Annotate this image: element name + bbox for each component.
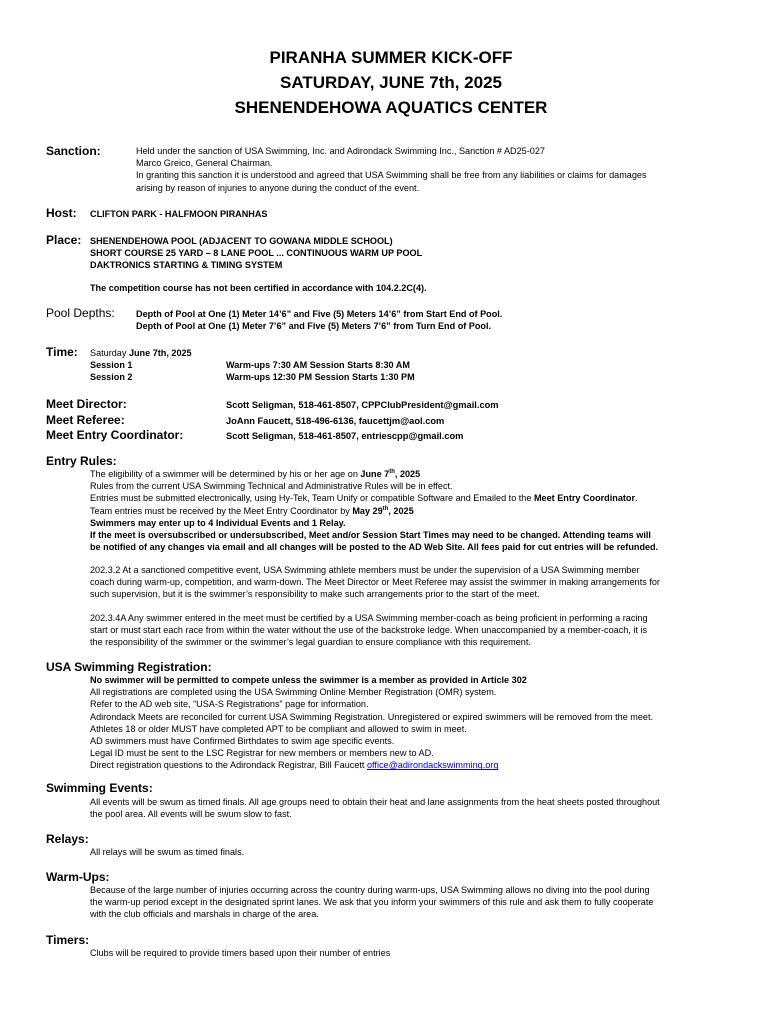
rule-line: start or must start each race from within the water without the use of the backstroke ledge. When unaccompanied by a member-coach, it is <box>90 625 648 636</box>
registration-bold-line: No swimmer will be permitted to compete unless the swimmer is a member as provided in Article 302 <box>90 675 527 685</box>
registration-line: Legal ID must be sent to the LSC Registrar for new members or members new to AD. <box>90 748 434 759</box>
entry-rule-text: Entries must be submitted electronically, using Hy-Tek, Team Unify or compatible Software and Emailed to the <box>90 493 534 504</box>
place-line: SHORT COURSE 25 YARD – 8 LANE POOL ... CONTINUOUS WARM UP POOL <box>90 248 423 259</box>
registrar-email-link[interactable]: office@adirondackswimming.org <box>367 760 499 771</box>
entry-rule-year: , 2025 <box>394 469 421 479</box>
official-role: Meet Entry Coordinator: <box>46 428 184 442</box>
warmups-line: with the club officials and marshals in charge of the area. <box>90 909 319 920</box>
sanction-label: Sanction: <box>46 144 101 158</box>
warmups-heading: Warm-Ups: <box>46 870 110 884</box>
entry-rules-text <box>90 468 766 553</box>
registration-line: Direct registration questions to the Adirondack Registrar, Bill Faucett <box>90 760 367 771</box>
registration-line: Athletes 18 or older MUST have completed APT to be compliant and allowed to swim in meet. <box>90 723 467 734</box>
entry-rule-sup: th <box>389 468 395 475</box>
entry-rule-text: . <box>635 493 638 504</box>
time-day: June 7th, 2025 <box>128 348 192 358</box>
session-name: Session 2 <box>90 372 133 383</box>
time-text <box>90 347 766 384</box>
time-day-prefix: Saturday <box>90 348 129 358</box>
timers-heading: Timers: <box>46 933 90 947</box>
registration-line: Adirondack Meets are reconciled for current USA Swimming Registration. Unregistered or expired swimmers will be removed from the meet. <box>90 711 654 722</box>
registration-line: Refer to the AD web site, “USA-S Registrations” page for information. <box>90 699 369 710</box>
session-detail: Warm-ups 7:30 AM Session Starts 8:30 AM <box>226 360 410 371</box>
place-label: Place: <box>46 233 82 247</box>
relays-text: All relays will be swum as timed finals. <box>90 847 245 857</box>
entry-rules-heading: Entry Rules: <box>46 454 117 468</box>
session-name: Session 1 <box>90 360 133 371</box>
title-line-2: SATURDAY, JUNE 7th, 2025 <box>279 73 503 92</box>
host-value: CLIFTON PARK - HALFMOON PIRANHAS <box>90 209 268 219</box>
relays-heading: Relays: <box>46 832 89 846</box>
entry-rule-year: , 2025 <box>388 505 414 516</box>
swimming-events-line: the pool area. All events will be swum slow to fast. <box>90 809 292 820</box>
swimming-events-text <box>90 796 766 820</box>
rule-line: coach during warm-up, competition, and warm-down. The Meet Director or Meet Referee may assist the swimmer in making arrangements for <box>90 577 660 588</box>
pool-depths-label: Pool Depths: <box>46 306 115 320</box>
warmups-line: the warm-up period except in the designated sprint lanes. We ask that you inform your swimmers of this rule and ask them to fully cooperate <box>90 897 654 908</box>
official-value: Scott Seligman, 518-461-8507, CPPClubPresident@gmail.com <box>226 400 499 410</box>
place-text <box>90 235 766 272</box>
entry-rule-text: Team entries must be received by the Meet Entry Coordinator by <box>90 505 353 516</box>
official-role: Meet Director: <box>46 397 127 411</box>
swimming-events-line: All events will be swum as timed finals. All age groups need to obtain their heat and lane assignments from the heat sheets posted throughout <box>90 797 660 807</box>
warmups-line: Because of the large number of injuries occurring across the country during warm-ups, USA Swimming allows no diving into the pool during <box>90 885 650 895</box>
rule-202-3-2 <box>90 564 766 601</box>
timers-text: Clubs will be required to provide timers based upon their number of entries <box>90 948 391 958</box>
registration-text <box>90 674 766 772</box>
entry-rule-line: If the meet is oversubscribed or undersubscribed, Meet and/or Session Start Times may need to be changed. Attending teams will <box>90 530 651 541</box>
entry-rule-date: June 7 <box>360 469 390 479</box>
title-line-1: PIRANHA SUMMER KICK-OFF <box>269 48 513 67</box>
pool-depth-line: Depth of Pool at One (1) Meter 14’6” and Five (5) Meters 14’6” from Start End of Pool. <box>136 309 503 319</box>
sanction-text <box>136 145 770 194</box>
session-detail: Warm-ups 12:30 PM Session Starts 1:30 PM <box>226 372 415 383</box>
rule-202-3-4a <box>90 612 766 649</box>
official-role: Meet Referee: <box>46 413 125 427</box>
registration-line: AD swimmers must have Confirmed Birthdates to swim age specific events. <box>90 736 395 747</box>
sanction-line: In granting this sanction it is understood and agreed that USA Swimming shall be free from any liabilities or claims for damages <box>136 170 647 181</box>
sanction-line: Held under the sanction of USA Swimming, Inc. and Adirondack Swimming Inc., Sanction # AD25-027 <box>136 146 545 156</box>
sanction-line: Marco Greico, General Chairman. <box>136 158 273 169</box>
entry-rule-date: May 29 <box>352 505 383 516</box>
rule-line: the responsibility of the swimmer or the swimmer’s legal guardian to ensure compliance with this requirement. <box>90 637 531 648</box>
entry-rule-text: The eligibility of a swimmer will be determined by his or her age on <box>90 469 361 479</box>
title-line-3: SHENENDEHOWA AQUATICS CENTER <box>234 98 548 117</box>
registration-line: All registrations are completed using the USA Swimming Online Member Registration (OMR) system. <box>90 687 497 698</box>
warmups-text <box>90 884 766 921</box>
pool-depths-text <box>136 308 770 332</box>
place-line: SHENENDEHOWA POOL (ADJACENT TO GOWANA MIDDLE SCHOOL) <box>90 236 393 246</box>
entry-rule-line: be notified of any changes via email and all changes will be posted to the AD Web Site. All fees paid for cut entries will be refunded. <box>90 542 659 553</box>
time-label: Time: <box>46 345 78 359</box>
rule-line: 202.3.2 At a sanctioned competitive event, USA Swimming athlete members must be under the supervision of a USA Swimming member <box>90 565 640 575</box>
entry-rule-line: Rules from the current USA Swimming Technical and Administrative Rules will be in effect. <box>90 481 453 492</box>
title-block <box>46 45 736 120</box>
entry-rule-sup: th <box>382 505 389 512</box>
certification-note: The competition course has not been certified in accordance with 104.2.2C(4). <box>90 283 427 293</box>
entry-rule-bold: Meet Entry Coordinator <box>533 493 636 504</box>
registration-heading: USA Swimming Registration: <box>46 660 212 674</box>
swimming-events-heading: Swimming Events: <box>46 781 153 795</box>
sanction-line: arising by reason of injuries to anyone during the conduct of the event. <box>136 182 420 193</box>
rule-line: 202.3.4A Any swimmer entered in the meet must be certified by a USA Swimming member-coach as being proficient in performing a racing <box>90 613 648 623</box>
rule-line: such supervision, but it is the swimmer’s responsibility to make such arrangements prior to the start of the meet. <box>90 589 540 600</box>
place-line: DAKTRONICS STARTING & TIMING SYSTEM <box>90 260 283 271</box>
entry-rule-line: Swimmers may enter up to 4 Individual Events and 1 Relay. <box>90 517 346 528</box>
host-label: Host: <box>46 206 77 220</box>
official-value: JoAnn Faucett, 518-496-6136, faucettjm@aol.com <box>226 416 445 426</box>
pool-depth-line: Depth of Pool at One (1) Meter 7’6” and Five (5) Meters 7’6” from Turn End of Pool. <box>136 321 492 332</box>
official-value: Scott Seligman, 518-461-8507, entriescpp@gmail.com <box>226 431 464 441</box>
